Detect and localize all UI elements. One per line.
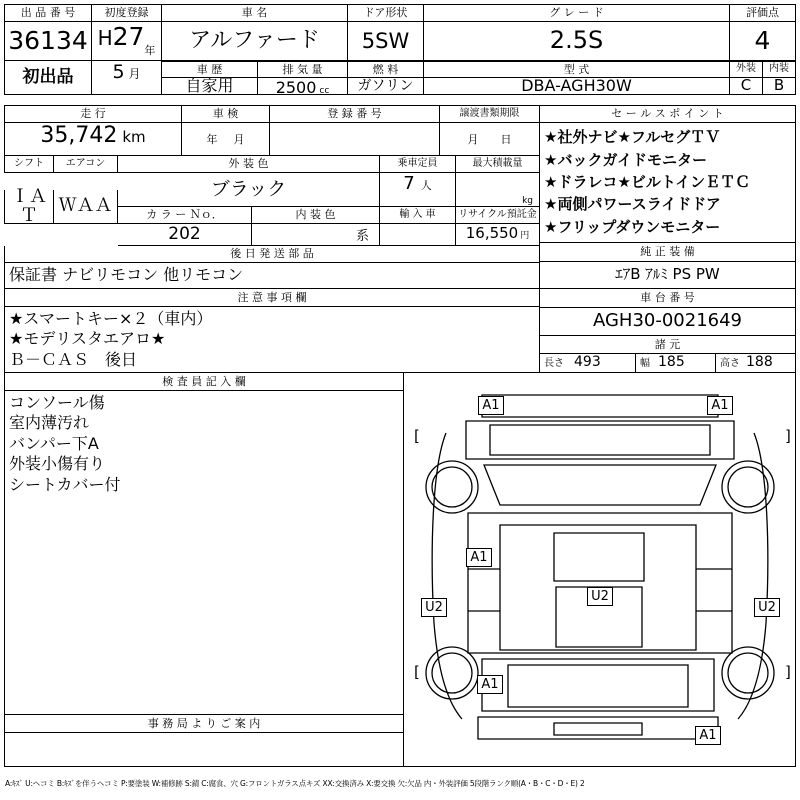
history-label: 車 歴 — [162, 61, 258, 78]
regnum-label: 登 録 番 号 — [270, 105, 440, 123]
transfer-label: 譲渡書類期限 — [440, 105, 540, 123]
seats-unit: 人 — [420, 179, 432, 192]
score-label: 評価点 — [730, 4, 796, 22]
dim-title: 諸 元 — [540, 336, 796, 354]
transfer-month: 月 — [467, 133, 479, 146]
dim-width — [636, 354, 716, 373]
seats-label: 乗車定員 — [380, 156, 456, 173]
mileage-label: 走 行 — [4, 105, 182, 123]
notes-title: 注 意 事 項 欄 — [4, 289, 540, 307]
vehicle-outline-svg — [404, 373, 794, 765]
chassis-title: 車 台 番 号 — [540, 289, 796, 308]
bracket-front-right: ] — [785, 427, 791, 445]
mileage-value — [4, 123, 182, 156]
inspect-year-unit: 年 — [206, 133, 218, 146]
sales-point-line-2: ★バックガイドモニター — [544, 150, 707, 169]
reg-month-unit: 月 — [128, 67, 141, 81]
grade-label: グ レ ー ド — [424, 4, 730, 22]
inspect-value — [182, 123, 270, 156]
sales-point-line-4: ★両側パワースライドドア — [544, 195, 721, 214]
model-value: DBA-AGH30W — [424, 78, 730, 95]
notes-box — [4, 307, 540, 373]
extcolor-value: ブラック — [118, 173, 380, 207]
vehicle-diagram — [404, 373, 796, 767]
dim-length-label: 長さ — [544, 358, 564, 369]
bracket-front-left: [ — [414, 427, 420, 445]
notes-line-3: Ｂ－ＣＡＳ 後日 — [9, 349, 138, 369]
dim-height-value: 188 — [746, 354, 773, 370]
grade-value: 2.5S — [424, 22, 730, 61]
damage-mark-u2-left: U2 — [421, 598, 447, 617]
extcolor-label: 外 装 色 — [118, 156, 380, 173]
first-exhibit: 初出品 — [4, 61, 92, 95]
mileage-unit: km — [122, 128, 146, 146]
reg-year: 27 — [112, 22, 145, 51]
damage-mark-a1-front-right: A1 — [707, 396, 733, 415]
car-name-value: アルファード — [162, 22, 348, 61]
exterior-value: C — [730, 78, 763, 95]
import-value — [380, 224, 456, 246]
damage-mark-a1-front-left: A1 — [478, 396, 504, 415]
sales-point-box — [540, 123, 796, 243]
displacement-label: 排 気 量 — [258, 61, 348, 78]
maxload-value — [456, 173, 540, 207]
inspect-month-unit: 月 — [233, 133, 245, 146]
intcolor-suffix: 系 — [355, 229, 369, 244]
car-name-label: 車 名 — [162, 4, 348, 22]
lot-label: 出 品 番 号 — [4, 4, 92, 22]
inspector-line-4: 外装小傷有り — [9, 454, 106, 474]
reg-year-unit: 年 — [144, 44, 156, 57]
sales-point-line-5: ★フリップダウンモニター — [544, 217, 721, 236]
inspector-line-2: 室内薄汚れ — [9, 413, 90, 433]
reg-era: H — [97, 26, 113, 50]
regnum-value — [270, 123, 440, 156]
sales-point-line-1: ★社外ナビ★フルセグＴＶ — [544, 128, 721, 147]
inspector-box — [4, 391, 404, 715]
inspector-line-3: バンパー下A — [9, 433, 99, 453]
import-label: 輸 入 車 — [380, 207, 456, 224]
dim-width-value: 185 — [658, 354, 685, 370]
maxload-unit: kg — [522, 196, 533, 206]
displacement-value — [258, 78, 348, 95]
inspector-line-1: コンソール傷 — [9, 393, 105, 412]
lot-value: 36134 — [4, 22, 92, 61]
damage-mark-u2-right: U2 — [754, 598, 780, 617]
office-box — [4, 733, 404, 767]
displacement-unit: cc — [319, 86, 330, 96]
model-label: 型 式 — [424, 61, 730, 78]
seats-number: 7 — [403, 173, 415, 194]
maxload-label: 最大積載量 — [456, 156, 540, 173]
shift-value: ＩＡＴ — [4, 190, 54, 224]
damage-mark-a1-mid-left: A1 — [466, 548, 492, 567]
damage-mark-a1-rear-right: A1 — [695, 726, 721, 745]
later-parts-label: 後 日 発 送 部 品 — [4, 246, 540, 263]
interior-label: 内装 — [763, 61, 796, 78]
transfer-day: 日 — [500, 133, 512, 146]
sales-point-line-3: ★ドラレコ★ビルトインＥＴＣ — [544, 172, 751, 191]
inspector-title: 検 査 員 記 入 欄 — [4, 373, 404, 391]
later-parts-value: 保証書 ナビリモコン 他リモコン — [4, 263, 540, 289]
damage-mark-u2-center: U2 — [587, 587, 613, 606]
history-value: 自家用 — [162, 78, 258, 95]
dim-length-value: 493 — [574, 354, 601, 370]
door-label: ドア形状 — [348, 4, 424, 22]
notes-line-2: ★モデリスタエアロ★ — [9, 329, 166, 349]
exterior-label: 外装 — [730, 61, 763, 78]
fuel-value: ガソリン — [348, 78, 424, 95]
dim-height-label: 高さ — [720, 358, 740, 369]
intcolor-value — [252, 224, 380, 246]
bracket-rear-left: [ — [414, 663, 420, 681]
aircon-value: ＷＡＡ — [54, 190, 118, 224]
reg-month-cell — [92, 61, 162, 95]
seats-value — [380, 173, 456, 207]
genuine-equip-value: ｴｱB ｱﾙﾐ PS PW — [540, 262, 796, 289]
recycle-value — [456, 224, 540, 246]
dim-length — [540, 354, 636, 373]
intcolor-label: 内 装 色 — [252, 207, 380, 224]
displacement-number: 2500 — [275, 78, 317, 97]
sales-point-title: セ ー ル ス ポ イ ン ト — [540, 105, 796, 123]
footer-legend: A:ｷｽﾞ U:ヘコミ B:ｷｽﾞを伴うヘコミ P:要塗装 W:補修跡 S:錆 C:腐食、穴 G:フロントガラス点キズ XX:交換済み X:要交換 欠:欠品 内・外装評価 5段階ランク順(A・B・C・D・E) 2 — [5, 779, 585, 788]
score-value: 4 — [730, 22, 796, 61]
mileage-number: 35,742 — [40, 123, 118, 148]
reg-month: 5 — [112, 61, 125, 83]
notes-line-1: ★スマートキー×２（車内） — [9, 309, 213, 328]
inspector-line-5: シートカバー付 — [9, 474, 121, 494]
genuine-equip-title: 純 正 装 備 — [540, 243, 796, 262]
dim-width-label: 幅 — [640, 358, 650, 369]
damage-mark-a1-rear-left: A1 — [477, 675, 503, 694]
transfer-value — [440, 123, 540, 156]
fuel-label: 燃 料 — [348, 61, 424, 78]
colorno-value: 202 — [118, 224, 252, 246]
interior-value: B — [763, 78, 796, 95]
recycle-unit: 円 — [520, 231, 530, 241]
reg-date-value — [92, 22, 162, 61]
bracket-rear-right: ] — [785, 663, 791, 681]
reg-label: 初度登録 — [92, 4, 162, 22]
inspect-label: 車 検 — [182, 105, 270, 123]
colorno-label: カ ラ ー Ｎｏ． — [118, 207, 252, 224]
shift-label: シフト — [4, 156, 54, 173]
recycle-label: リサイクル預託金 — [456, 207, 540, 224]
dim-height — [716, 354, 796, 373]
chassis-value: AGH30-0021649 — [540, 308, 796, 336]
office-title: 事 務 局 よ り ご 案 内 — [4, 715, 404, 733]
door-value: 5SW — [348, 22, 424, 61]
recycle-number: 16,550 — [465, 224, 519, 242]
aircon-label: エアコン — [54, 156, 118, 173]
